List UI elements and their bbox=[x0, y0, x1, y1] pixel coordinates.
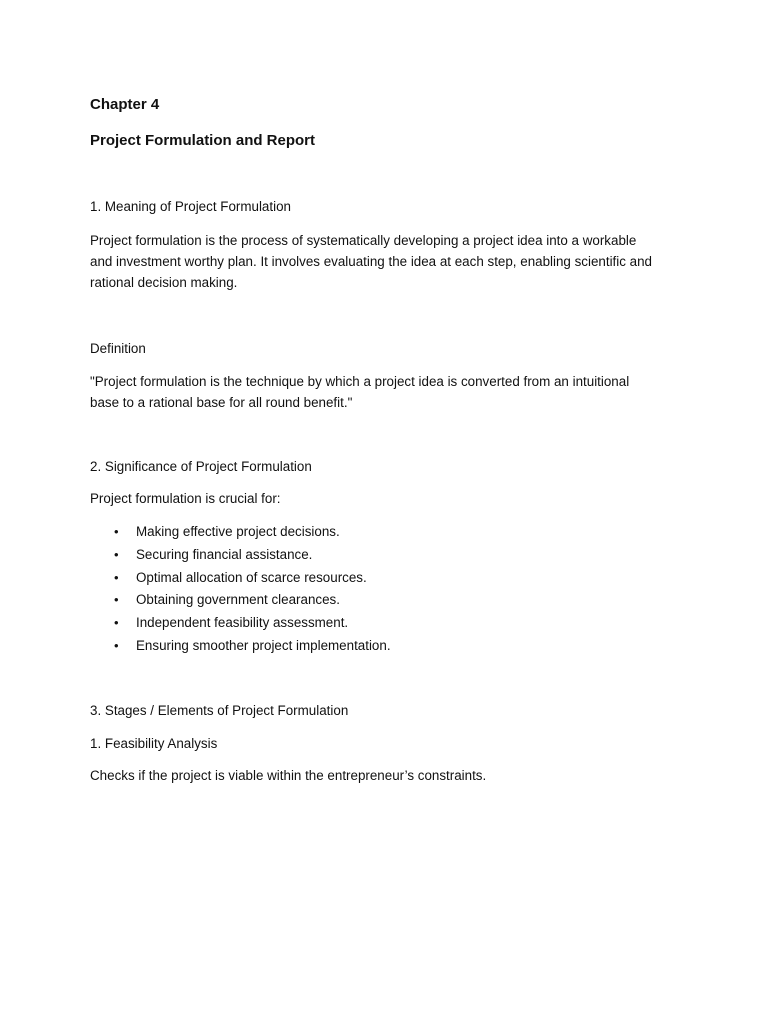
chapter-label: Chapter 4 bbox=[90, 96, 160, 113]
list-item-text: Optimal allocation of scarce resources. bbox=[136, 569, 367, 585]
section1-para-line: rational decision making. bbox=[90, 275, 238, 290]
bullet-icon: • bbox=[114, 569, 119, 585]
section2-intro: Project formulation is crucial for: bbox=[90, 491, 281, 506]
definition-heading: Definition bbox=[90, 341, 146, 356]
bullet-icon: • bbox=[114, 592, 119, 608]
section3-subheading: 1. Feasibility Analysis bbox=[90, 736, 218, 751]
section2-heading: 2. Significance of Project Formulation bbox=[90, 459, 312, 474]
list-item-text: Ensuring smoother project implementation. bbox=[136, 637, 391, 653]
section3-sub1-para: Checks if the project is viable within the entrepreneur’s constraints. bbox=[90, 768, 487, 783]
page-title: Project Formulation and Report bbox=[90, 132, 316, 149]
section1-heading: 1. Meaning of Project Formulation bbox=[90, 199, 291, 214]
section3-heading: 3. Stages / Elements of Project Formulation bbox=[90, 703, 349, 718]
definition-para-line: base to a rational base for all round benefit." bbox=[90, 395, 353, 410]
section1-para-line: Project formulation is the process of systematically developing a project idea into a workable bbox=[90, 233, 637, 248]
section1-para-line: and investment worthy plan. It involves evaluating the idea at each step, enabling scientific and bbox=[90, 254, 653, 269]
list-item-text: Obtaining government clearances. bbox=[136, 592, 340, 608]
definition-para-line: "Project formulation is the technique by which a project idea is converted from an intuitional bbox=[90, 374, 630, 389]
bullet-icon: • bbox=[114, 637, 119, 653]
list-item-text: Making effective project decisions. bbox=[136, 524, 340, 539]
list-item-text: Securing financial assistance. bbox=[136, 546, 313, 562]
bullet-icon: • bbox=[114, 524, 119, 539]
bullet-icon: • bbox=[114, 615, 119, 631]
bullet-icon: • bbox=[114, 546, 119, 562]
list-item-text: Independent feasibility assessment. bbox=[136, 615, 349, 631]
